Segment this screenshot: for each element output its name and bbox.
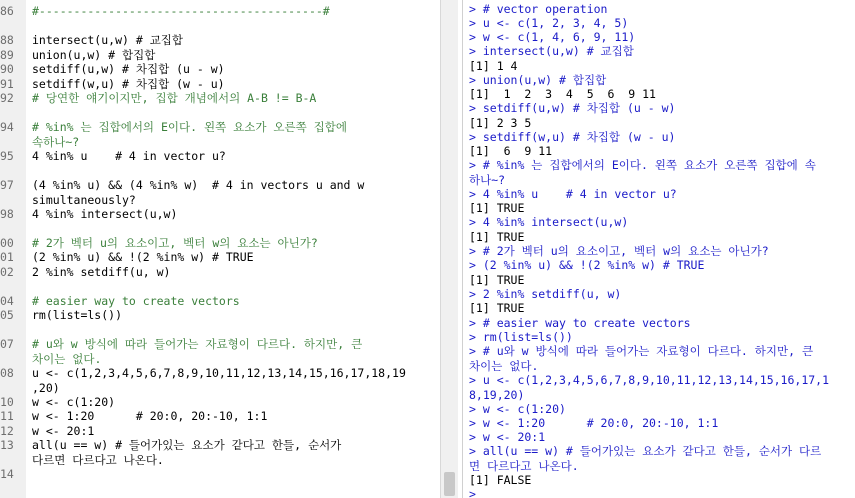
console-command-line: > # easier way to create vectors (469, 316, 691, 330)
code-line[interactable]: 2 %in% setdiff(u, w) (32, 265, 171, 279)
code-comment-line[interactable]: #-----------------------------------------# (32, 4, 330, 18)
console-output-line: [1] 1 4 (469, 59, 518, 73)
code-line[interactable]: w <- 1:20 # 20:0, 20:-10, 1:1 (32, 409, 268, 423)
console-command-line: > w <- c(1, 4, 6, 9, 11) (469, 30, 636, 44)
line-number: 08 (0, 366, 14, 380)
console-output-line: [1] TRUE (469, 273, 525, 287)
editor-vertical-scrollbar[interactable] (440, 0, 458, 498)
console-output-line: [1] TRUE (469, 301, 525, 315)
console-command-line: > (2 %in% u) && !(2 %in% w) # TRUE (469, 258, 705, 272)
console-output-line: [1] TRUE (469, 230, 525, 244)
code-line[interactable]: (4 %in% u) && (4 %in% w) # 4 in vectors u and w simultaneously? (32, 178, 365, 207)
code-line[interactable]: 4 %in% u # 4 in vector u? (32, 149, 226, 163)
console-output-line: [1] 2 3 5 (469, 116, 532, 130)
scrollbar-thumb[interactable] (444, 472, 455, 496)
console-command-line: > rm(list=ls()) (469, 330, 573, 344)
code-line[interactable]: intersect(u,w) # 교집합 (32, 33, 184, 47)
line-number: 14 (0, 467, 14, 481)
line-number: 92 (0, 91, 14, 105)
line-number: 89 (0, 48, 14, 62)
code-line[interactable]: (2 %in% u) && !(2 %in% w) # TRUE (32, 250, 254, 264)
line-number: 13 (0, 438, 14, 452)
console-command-line: > # vector operation (469, 2, 608, 16)
console-command-line: > setdiff(w,u) # 차집합 (w - u) (469, 130, 676, 144)
console-output-line: [1] TRUE (469, 201, 525, 215)
console-output-line: [1] 1 2 3 4 5 6 9 11 (469, 87, 656, 101)
line-number: 90 (0, 62, 14, 76)
code-line[interactable]: rm(list=ls()) (32, 308, 123, 322)
code-line[interactable]: union(u,w) # 합집합 (32, 48, 156, 62)
code-comment-line[interactable]: # easier way to create vectors (32, 294, 240, 308)
code-line[interactable]: setdiff(u,w) # 차집합 (u - w) (32, 62, 225, 76)
line-number: 95 (0, 149, 14, 163)
console-command-line: > 2 %in% setdiff(u, w) (469, 287, 622, 301)
code-line[interactable]: all(u == w) # 들어가있는 요소가 같다고 한들, 순서가 다르면 다르다고 나온다. (32, 438, 342, 467)
console-command-line: > 4 %in% intersect(u,w) (469, 215, 629, 229)
line-number: 01 (0, 250, 14, 264)
console-command-line: > w <- c(1:20) (469, 402, 566, 416)
line-number: 00 (0, 236, 14, 250)
code-line[interactable]: 4 %in% intersect(u,w) (32, 207, 178, 221)
line-number: 10 (0, 395, 14, 409)
code-comment-line[interactable]: # %in% 는 집합에서의 E이다. 왼쪽 요소가 오른쪽 집합에 속하나~? (32, 120, 347, 149)
line-number: 97 (0, 178, 14, 192)
code-comment-line[interactable]: # u와 w 방식에 따라 들어가는 자료형이 다르다. 하지만, 큰 차이는 없다. (32, 337, 363, 366)
console-command-line: > u <- c(1, 2, 3, 4, 5) (469, 16, 629, 30)
line-number: 07 (0, 337, 14, 351)
line-number: 86 (0, 4, 14, 18)
line-number: 91 (0, 77, 14, 91)
console-command-line: > intersect(u,w) # 교집합 (469, 44, 634, 58)
code-line[interactable]: w <- 20:1 (32, 424, 95, 438)
line-number: 05 (0, 308, 14, 322)
code-line[interactable]: u <- c(1,2,3,4,5,6,7,8,9,10,11,12,13,14,15,16,17,18,19 ,20) (32, 366, 406, 395)
code-line[interactable]: w <- c(1:20) (32, 395, 116, 409)
line-number: 02 (0, 265, 14, 279)
line-number: 94 (0, 120, 14, 134)
console-command-line: > setdiff(u,w) # 차집합 (u - w) (469, 101, 676, 115)
console-command-line: > union(u,w) # 합집합 (469, 73, 607, 87)
code-line[interactable]: setdiff(w,u) # 차집합 (w - u) (32, 77, 225, 91)
console-command-line: > # %in% 는 집합에서의 E이다. 왼쪽 요소가 오른쪽 집합에 속 하나~? (469, 158, 816, 187)
line-number: 88 (0, 33, 14, 47)
line-number: 04 (0, 294, 14, 308)
console-command-line: > # u와 w 방식에 따라 들어가는 자료형이 다르다. 하지만, 큰 차이는 없다. (469, 344, 814, 373)
r-console[interactable] (462, 0, 855, 498)
code-comment-line[interactable]: # 2가 벡터 u의 요소이고, 벡터 w의 요소는 아닌가? (32, 236, 318, 250)
console-output-line: [1] 6 9 11 (469, 144, 553, 158)
console-command-line: > u <- c(1,2,3,4,5,6,7,8,9,10,11,12,13,14,15,16,17,1 8,19,20) (469, 373, 830, 402)
console-command-line: > # 2가 벡터 u의 요소이고, 벡터 w의 요소는 아닌가? (469, 244, 769, 258)
console-command-line: > 4 %in% u # 4 in vector u? (469, 187, 677, 201)
code-comment-line[interactable]: # 당연한 얘기이지만, 집합 개념에서의 A-B != B-A (32, 91, 317, 105)
line-number: 11 (0, 409, 14, 423)
line-number: 98 (0, 207, 14, 221)
console-command-line: > w <- 20:1 (469, 430, 546, 444)
console-output-line: [1] FALSE (469, 473, 532, 487)
console-command-line: > (469, 487, 476, 498)
console-command-line: > w <- 1:20 # 20:0, 20:-10, 1:1 (469, 416, 719, 430)
line-number: 12 (0, 424, 14, 438)
console-command-line: > all(u == w) # 들어가있는 요소가 같다고 한들, 순서가 다르 면 다르다고 나온다. (469, 444, 822, 473)
